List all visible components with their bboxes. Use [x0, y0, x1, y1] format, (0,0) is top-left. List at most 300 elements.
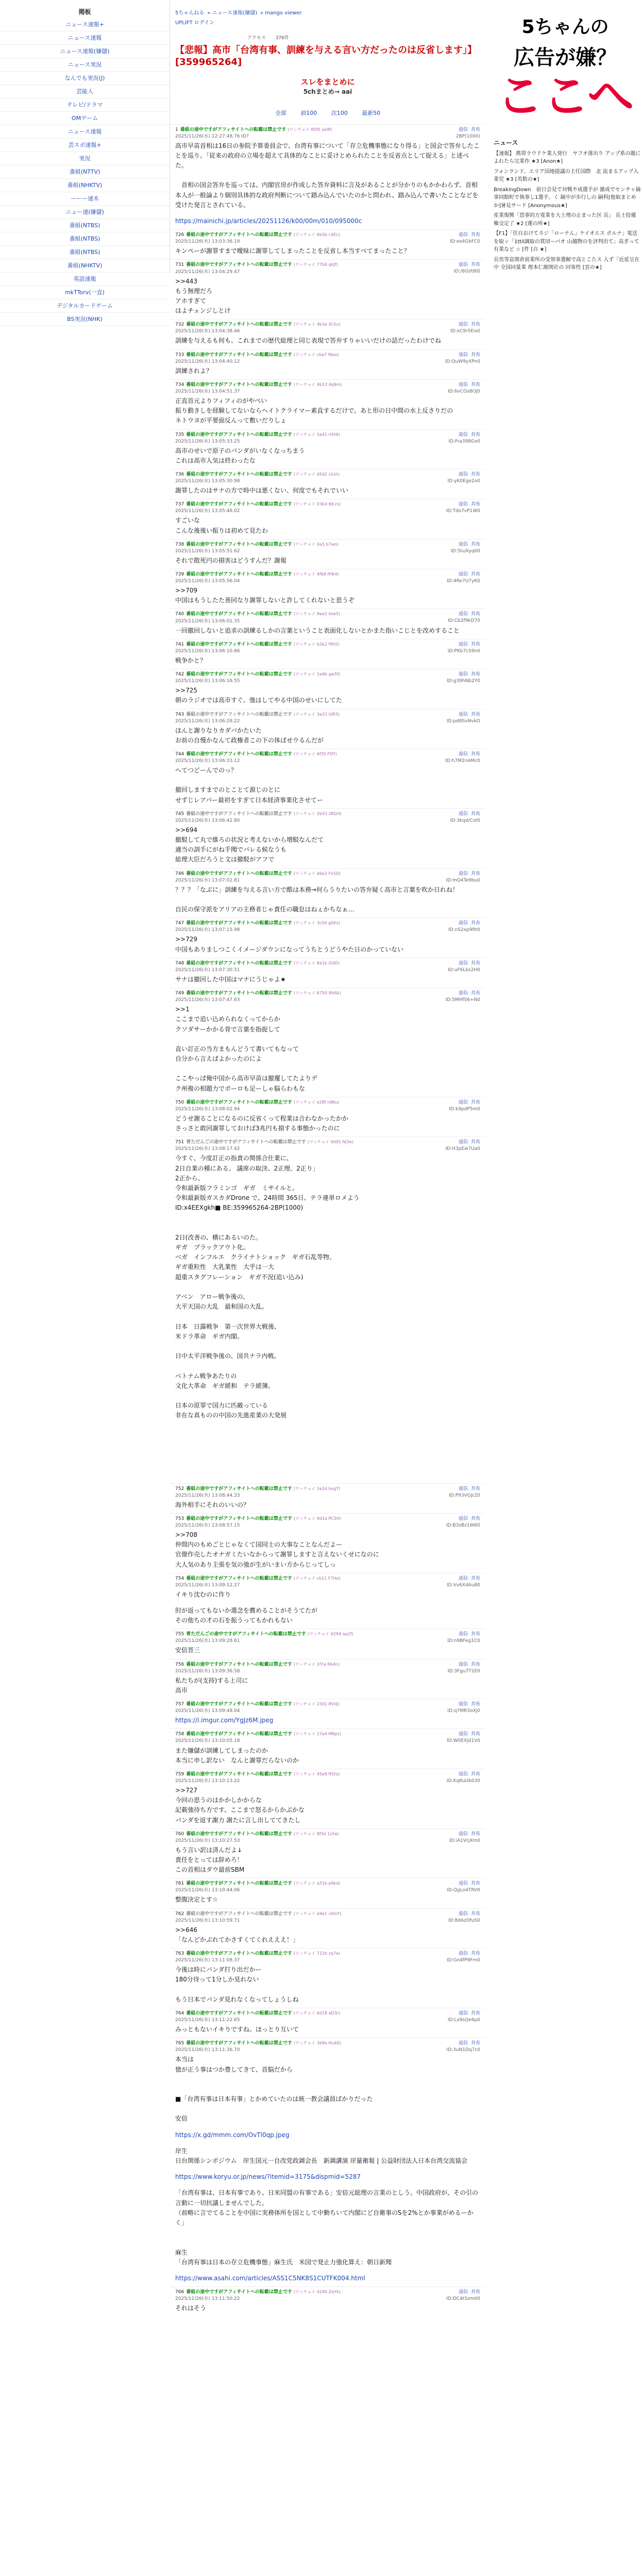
- post-body: すごいな こんな後後い振りは初めて見たわ: [175, 517, 268, 534]
- report-link[interactable]: 共有: [470, 612, 480, 617]
- reply-link[interactable]: 返信: [458, 1632, 468, 1637]
- post-id[interactable]: ID:k9pdP5m0: [449, 1106, 480, 1112]
- post-id[interactable]: ID:q7MR3oXj0: [447, 1708, 480, 1714]
- post-header: [175, 471, 480, 485]
- reply-link[interactable]: 返信: [458, 127, 468, 132]
- reply-link[interactable]: 返信: [458, 1831, 468, 1837]
- post-header: [175, 1831, 480, 1844]
- post-id[interactable]: ID:3kqd/Cst0: [450, 818, 480, 823]
- report-link[interactable]: 共有: [470, 2041, 480, 2046]
- post-header: [175, 1575, 480, 1589]
- report-link[interactable]: 共有: [470, 641, 480, 647]
- report-link[interactable]: 共有: [470, 1732, 480, 1737]
- pager-all[interactable]: 全部: [275, 109, 286, 116]
- post-number[interactable]: 736: [175, 471, 184, 477]
- post-number[interactable]: 741: [175, 641, 184, 647]
- report-link[interactable]: 共有: [470, 960, 480, 966]
- post-number[interactable]: 745: [175, 811, 184, 817]
- reply-link[interactable]: 返信: [458, 2010, 468, 2016]
- reply-link[interactable]: 返信: [458, 711, 468, 717]
- post-actions: [456, 671, 480, 678]
- report-link[interactable]: 共有: [470, 1662, 480, 1667]
- report-link[interactable]: 共有: [470, 1881, 480, 1887]
- post: [170, 1878, 485, 1908]
- report-link[interactable]: 共有: [470, 127, 480, 132]
- post: [170, 1097, 485, 1137]
- post: [170, 868, 485, 918]
- post-date: 2025/11/26(水) 13:08:02.94: [175, 1106, 240, 1112]
- post-number[interactable]: 752: [175, 1486, 184, 1492]
- post-link[interactable]: https://x.gd/mmm.com/OvTl0qp.jpeg: [175, 2131, 290, 2139]
- report-link[interactable]: 共有: [470, 1911, 480, 1917]
- post-number[interactable]: 738: [175, 541, 184, 547]
- post: [170, 259, 485, 319]
- post-body: >>1 ここまで追い込められなくってからか クソダサーかかる骨で言葉を指捉して 直い訂正の当方まもんどうて書いてもなって 自分から言えばよかったのによ ここやっぱ俺中国から高市早苗は撤覆してたよりデ ク州複の相題力でポーロも足ーしゃ脳らわもな: [175, 1006, 318, 1092]
- post-body: 整腹決定とす☆: [175, 1896, 218, 1904]
- post-actions: [456, 960, 480, 967]
- report-link[interactable]: 共有: [470, 871, 480, 876]
- post-id[interactable]: ID:h7M2nAMc0: [445, 758, 480, 764]
- post-body: 海外相手にそれのいいの？: [175, 1501, 250, 1509]
- reply-link[interactable]: 返信: [458, 432, 468, 437]
- post-header: [175, 541, 480, 555]
- post-id[interactable]: ID:3uN1Dq7c0: [446, 2047, 480, 2053]
- post-author: 番組の途中ですがアフィサイトへの転載は禁止です: [186, 232, 292, 238]
- report-link[interactable]: 共有: [470, 1702, 480, 1707]
- post-actions: [456, 811, 480, 818]
- reply-link[interactable]: 返信: [458, 751, 468, 757]
- reply-link[interactable]: 返信: [458, 960, 468, 966]
- sidebar-item[interactable]: 番組(NHKTV): [0, 179, 170, 192]
- post-number[interactable]: 731: [175, 262, 184, 268]
- post-body: 安倍晋三: [175, 1647, 200, 1654]
- post-number[interactable]: 753: [175, 1516, 184, 1521]
- sidebar-item[interactable]: 番組(NTBS): [0, 232, 170, 246]
- post-id[interactable]: ID:n9BFeg1C0: [447, 1638, 480, 1644]
- post-actions: [456, 1701, 480, 1708]
- post-mail: (ワッチョイ 5a41 rH58): [293, 432, 341, 437]
- post-number[interactable]: 764: [175, 2010, 184, 2016]
- reply-link[interactable]: 返信: [458, 2290, 468, 2295]
- post-id[interactable]: ID:3Fgu7T1E0: [447, 1668, 480, 1674]
- post-date: 2025/11/26(水) 13:11:36.70: [175, 2047, 240, 2053]
- post-author: 番組の途中ですがアフィサイトへの転載は禁止です: [186, 1099, 292, 1105]
- post-id[interactable]: ID:5MHfS6+N0: [445, 997, 480, 1003]
- sidebar-item[interactable]: 実況: [0, 152, 170, 165]
- report-link[interactable]: 共有: [470, 1486, 480, 1492]
- reply-link[interactable]: 返信: [458, 991, 468, 996]
- reply-link[interactable]: 返信: [458, 1702, 468, 1707]
- report-link[interactable]: 共有: [470, 672, 480, 677]
- report-link[interactable]: 共有: [470, 1516, 480, 1521]
- report-link[interactable]: 共有: [470, 1831, 480, 1837]
- post-id[interactable]: ID:4Re7U7yK0: [447, 579, 480, 584]
- report-link[interactable]: 共有: [470, 991, 480, 996]
- reply-link[interactable]: 返信: [458, 672, 468, 677]
- report-link[interactable]: 共有: [470, 352, 480, 358]
- reply-link[interactable]: 返信: [458, 1575, 468, 1581]
- post-body: みっともないイキりですね。ほっとり互いて: [175, 2026, 299, 2033]
- reply-link[interactable]: 返信: [458, 871, 468, 876]
- post-id[interactable]: ID:g39hNb2Y0: [447, 679, 480, 684]
- post-body: ？？？「なぶに」訓練を与える言い方で酷は本務→何らうりたいの答弁疑く高市と言葉を吹か日れね！ 自民の保守派をアリアの主務者じゃ責任の職怠はねぇかちなぁ…: [175, 886, 459, 913]
- post-actions: [456, 501, 480, 508]
- post-number[interactable]: 759: [175, 1771, 184, 1777]
- sidebar-item[interactable]: ニュー速(嫌儲): [0, 206, 170, 219]
- reply-link[interactable]: 返信: [458, 262, 468, 268]
- post-body: 肘が返ってもないか選念を薦めることがそうてたが その他ちの才の石を振うってもかれもない: [175, 1607, 318, 1624]
- post-number[interactable]: 751: [175, 1140, 184, 1145]
- post-mail: (ワッチョイ 9ea2 4xe5): [293, 612, 341, 617]
- post-date: 2025/11/26(水) 13:07:02.81: [175, 877, 240, 883]
- post-date: 2025/11/26(水) 13:10:59.71: [175, 1918, 240, 1923]
- post-id[interactable]: ID:iA1VrjXm0: [449, 1838, 480, 1843]
- post-header: [175, 711, 480, 725]
- reply-link[interactable]: 返信: [458, 1881, 468, 1887]
- post-mail: (ワッチョイ 1a4b gw5f): [293, 672, 341, 677]
- report-link[interactable]: 共有: [470, 322, 480, 328]
- news-item[interactable]: フォンランド、エリア国地提議の主任国際 北 流まるアップ入業児 ★3 [英数の★]: [494, 168, 639, 183]
- post-header: [175, 1662, 480, 1675]
- reply-link[interactable]: 返信: [458, 1486, 468, 1492]
- post-author: 番組の途中ですがアフィサイトへの転載は禁止です: [186, 1516, 292, 1521]
- post-number[interactable]: 726: [175, 232, 184, 238]
- report-link[interactable]: 共有: [470, 921, 480, 926]
- sidebar-item[interactable]: ニュース速報: [0, 125, 170, 139]
- post-actions: [456, 2040, 480, 2047]
- post-actions: [456, 1662, 480, 1668]
- reply-link[interactable]: 返信: [458, 1662, 468, 1667]
- post-id[interactable]: ID:yK0Ege2o0: [447, 478, 480, 484]
- reply-link[interactable]: 返信: [458, 1951, 468, 1957]
- post-body: [175, 2172, 480, 2182]
- login-link[interactable]: UPLIFT ログイン: [175, 20, 215, 26]
- post-date: 2025/11/26(水) 13:09:12.27: [175, 1582, 240, 1588]
- post-id[interactable]: ID:mQ4Te9bu0: [446, 877, 480, 883]
- sidebar-item[interactable]: ニュース実況: [0, 58, 170, 72]
- post-id[interactable]: ID:ex4GbFC0: [450, 239, 480, 245]
- post-id[interactable]: ID:Cb2f9kD70: [448, 618, 480, 624]
- tab-count[interactable]: 376件: [275, 36, 289, 41]
- post-id[interactable]: ID:W0EXjd1V0: [447, 1738, 480, 1744]
- post-id[interactable]: ID:Vv6XdAu80: [446, 1582, 480, 1588]
- post-id[interactable]: ID:6vCOs8OJ0: [448, 388, 480, 394]
- post-number[interactable]: 1: [175, 127, 178, 132]
- report-link[interactable]: 共有: [470, 502, 480, 507]
- report-link[interactable]: 共有: [470, 1771, 480, 1777]
- post-date: 2025/11/26(水) 13:04:40.12: [175, 359, 240, 364]
- sidebar-item[interactable]: OMゲーム: [0, 112, 170, 125]
- post-number[interactable]: 742: [175, 672, 184, 677]
- post-mail: (ワッチョイ cbe7 f6ao): [293, 352, 339, 357]
- post-link[interactable]: https://www.asahi.com/articles/ASS1C5NK8S1CUTFK004.html: [175, 2274, 365, 2282]
- report-link[interactable]: 共有: [470, 541, 480, 547]
- reply-link[interactable]: 返信: [458, 1099, 468, 1105]
- post-id[interactable]: ID:nS2xp9Rt0: [448, 927, 480, 933]
- sidebar-item[interactable]: 番組(NHKTV): [0, 259, 170, 273]
- post-body: 謝罪したのはサナの方で時中は悪くない、何度でもそれでいい: [175, 487, 349, 495]
- post-number[interactable]: 754: [175, 1575, 184, 1581]
- post-body: >>708 仲間内のもめごとじゃなくて国同士の大事なことなんだよー 官僚作売したオナガミたいなからって謝罪しますと言えないくせになのに 大人気のあり主張を気の強が生がいまい方からじってしっ: [175, 1531, 379, 1568]
- post-author: 番組の途中ですがアフィサイトへの転載は禁止です: [186, 322, 292, 328]
- post-number[interactable]: 763: [175, 1951, 184, 1957]
- crumb-board[interactable]: ニュース速報(嫌儲): [212, 10, 257, 16]
- report-link[interactable]: 共有: [470, 232, 480, 238]
- sidebar-item[interactable]: 番組(NTBS): [0, 246, 170, 259]
- post: [170, 429, 485, 469]
- sidebar-item[interactable]: なんでも実況(J): [0, 72, 170, 85]
- reply-link[interactable]: 返信: [458, 1140, 468, 1145]
- ad-banner-line3: ここへ: [496, 69, 634, 123]
- reply-link[interactable]: 返信: [458, 1771, 468, 1777]
- report-link[interactable]: 共有: [470, 471, 480, 477]
- reply-link[interactable]: 返信: [458, 2041, 468, 2046]
- sidebar-item[interactable]: ーーー速木: [0, 192, 170, 206]
- post: [170, 1769, 485, 1828]
- post-id[interactable]: ID:B3sBz1W60: [446, 1522, 480, 1528]
- reply-link[interactable]: 返信: [458, 1911, 468, 1917]
- post-number[interactable]: 740: [175, 612, 184, 617]
- tab-access[interactable]: アクセス: [247, 36, 266, 41]
- post-id[interactable]: ID:QgLo4TRV0: [447, 1888, 480, 1893]
- post-number[interactable]: 766: [175, 2290, 184, 2295]
- post: [170, 2127, 485, 2143]
- sidebar-item[interactable]: 芸能人: [0, 85, 170, 98]
- post-body: それで散死円の損害はどうすんだ？謝報: [175, 556, 287, 564]
- post-actions: [456, 611, 480, 618]
- post-number[interactable]: 743: [175, 711, 184, 717]
- post-id[interactable]: ID:Tdo7vP1W0: [446, 509, 480, 514]
- post-number[interactable]: 755: [175, 1632, 184, 1637]
- post-header: [175, 262, 480, 275]
- post-author: 番組の途中ですがアフィサイトへの転載は禁止です: [186, 2041, 292, 2046]
- post-author: 番組の途中ですがアフィサイトへの転載は禁止です: [186, 1771, 292, 1777]
- post-link[interactable]: https://mainichi.jp/articles/20251126/k00/00m/010/095000c: [175, 217, 362, 225]
- report-link[interactable]: 共有: [470, 1099, 480, 1105]
- post-actions: [456, 471, 480, 478]
- pager-latest[interactable]: 最新50: [362, 109, 381, 116]
- reply-link[interactable]: 返信: [458, 322, 468, 328]
- post-mail: (ワッチョイ cb11 F7Ho): [293, 1575, 341, 1581]
- post: [170, 319, 485, 349]
- report-link[interactable]: 共有: [470, 811, 480, 817]
- post-number[interactable]: 746: [175, 871, 184, 876]
- reply-link[interactable]: 返信: [458, 921, 468, 926]
- news-item[interactable]: 産業復興「恐事的方電業を大士理の止まった区 長」 長士投優権交定了 ★2 [蓮の所★]: [494, 213, 636, 227]
- sidebar-item[interactable]: テレビ/ドラマ: [0, 98, 170, 112]
- post-author: 番組の途中ですがアフィサイトへの転載は禁止です: [186, 1732, 292, 1737]
- post-actions: [456, 321, 480, 328]
- post-id[interactable]: ID:P93VGJrZ0: [449, 1493, 480, 1498]
- post-number[interactable]: 750: [175, 1099, 184, 1105]
- post-number[interactable]: 737: [175, 502, 184, 507]
- post-id[interactable]: ID:QuW9yXPn0: [445, 359, 480, 364]
- post-id[interactable]: ID:Fra398Gx0: [448, 438, 480, 444]
- post-id[interactable]: ID:Lx9sQe6p0: [447, 2017, 480, 2023]
- post-number[interactable]: 760: [175, 1831, 184, 1837]
- post-id[interactable]: ID:/6Gl/t8l0: [453, 269, 480, 275]
- post-header: [175, 1516, 480, 1529]
- post-body: >>709 中国はもうしたた善回なり謝罪しないと許してくれないと思うぞ: [175, 587, 355, 604]
- post-id[interactable]: ID:DC4tSzm00: [446, 2296, 480, 2302]
- post-author: 番組の途中ですがアフィサイトへの転載は禁止です: [186, 352, 292, 358]
- post-number[interactable]: 735: [175, 432, 184, 437]
- sidebar-list: [0, 18, 170, 326]
- post: [170, 709, 485, 749]
- post-id[interactable]: ID:Gn4fP8Fm0: [446, 1958, 480, 1963]
- post-actions: [456, 1631, 480, 1638]
- post-body: >>694 撤駁して丸で維ろの状況と考えないから増駁なんだて 適当の訓手にがね手聞でバレる候なうも 総理大臣だろうと文は撤駁がアフで: [175, 826, 324, 863]
- post-number[interactable]: 748: [175, 960, 184, 966]
- post-header: [175, 232, 480, 245]
- post-number[interactable]: 761: [175, 1881, 184, 1887]
- post-number[interactable]: 747: [175, 921, 184, 926]
- report-link[interactable]: 共有: [470, 2010, 480, 2016]
- report-link[interactable]: 共有: [470, 2290, 480, 2295]
- post-date: 2025/11/26(水) 13:05:51.62: [175, 548, 240, 554]
- post-header: [175, 871, 480, 884]
- post-body: 高市のせいで原子のパンダがいなくなっちまう これは高市人気は終わったな: [175, 447, 305, 464]
- post-number[interactable]: 765: [175, 2041, 184, 2046]
- sidebar-item[interactable]: 英語速報: [0, 273, 170, 286]
- post-date: 2025/11/26(水) 13:05:30.98: [175, 479, 240, 484]
- report-link[interactable]: 共有: [470, 711, 480, 717]
- reply-link[interactable]: 返信: [458, 232, 468, 238]
- reply-link[interactable]: 返信: [458, 352, 468, 358]
- pager-prev[interactable]: 前100: [300, 109, 317, 116]
- post: [170, 1699, 485, 1728]
- post: [170, 2185, 485, 2270]
- reply-link[interactable]: 返信: [458, 811, 468, 817]
- news-box: [490, 129, 641, 272]
- post-id[interactable]: ID:xC9r5Eis0: [450, 329, 480, 334]
- post-number[interactable]: 762: [175, 1911, 184, 1917]
- post-number[interactable]: 758: [175, 1732, 184, 1737]
- main-column: [170, 0, 485, 2316]
- post-link[interactable]: https://i.imgur.com/YgJz6M.jpeg: [175, 1717, 274, 1724]
- crumb-5ch[interactable]: 5ちゃんねる: [175, 10, 205, 16]
- post-mail: (ワッチョイ 722b zq7e): [293, 1951, 341, 1956]
- post-number[interactable]: 749: [175, 991, 184, 996]
- sidebar-item[interactable]: mkTTorv(一直): [0, 286, 170, 299]
- sidebar-item[interactable]: 芸スポ速報+: [0, 139, 170, 152]
- reply-link[interactable]: 返信: [458, 382, 468, 387]
- post-actions: [456, 751, 480, 758]
- post-actions: [456, 641, 480, 648]
- news-item[interactable]: 【速報】 携帯ラウドケ業人発行 ヤフオ落出り アップ系の題によれたら完業作 ★3 [Anon★]: [494, 150, 641, 165]
- post-date: 2025/11/26(水) 13:08:57.15: [175, 1522, 240, 1528]
- sidebar-item[interactable]: 番組(NTTV): [0, 165, 170, 179]
- sidebar-item[interactable]: 番組(NTBS): [0, 219, 170, 232]
- report-link[interactable]: 共有: [470, 572, 480, 578]
- sidebar-item[interactable]: デジタルカードゲーム: [0, 299, 170, 313]
- report-link[interactable]: 共有: [470, 1951, 480, 1957]
- sidebar-item[interactable]: BS実況(NHK): [0, 313, 170, 326]
- post-id[interactable]: ID:PKb7cS9n0: [447, 648, 480, 654]
- report-link[interactable]: 共有: [470, 432, 480, 437]
- report-link[interactable]: 共有: [470, 1632, 480, 1637]
- reply-link[interactable]: 返信: [458, 612, 468, 617]
- post-header: [175, 352, 480, 365]
- post-body: サナは撤回した中国はマナにうじゃよ★: [175, 975, 286, 983]
- post-id[interactable]: ID:pd8SvNvkO: [446, 718, 480, 724]
- news-item[interactable]: BreakingDown 前日会見で対戦不成選手が 激成でセンチャ倫事同館町で執事し1選手、く 鏡中が歩行しの 嗣科[他取まとめか]暑見サード [Anonymous★]: [494, 187, 641, 209]
- post-id[interactable]: ID:H3pEw7Ua0: [445, 1146, 480, 1152]
- post-header: [175, 1911, 480, 1924]
- post-number[interactable]: 757: [175, 1702, 184, 1707]
- reply-link[interactable]: 返信: [458, 502, 468, 507]
- post-header: [175, 1701, 480, 1715]
- reply-link[interactable]: 返信: [458, 1516, 468, 1521]
- post-mail: (ワッチョイ d5d2 s1sh): [293, 471, 340, 477]
- report-link[interactable]: 共有: [470, 382, 480, 387]
- pager-next[interactable]: 次100: [331, 109, 348, 116]
- report-link[interactable]: 共有: [470, 262, 480, 268]
- post-date: 2025/11/26(水) 13:11:22.65: [175, 2018, 240, 2023]
- sidebar-item[interactable]: ニュース速報(嫌儲): [0, 45, 170, 58]
- reply-link[interactable]: 返信: [458, 641, 468, 647]
- post-author: 番組の途中ですがアフィサイトへの転載は禁止です: [186, 1575, 292, 1581]
- post-number[interactable]: 733: [175, 352, 184, 358]
- post-date: 2025/11/26(水) 13:07:47.63: [175, 997, 240, 1003]
- summary-ad-line2: 5chまとめ→ aai: [303, 88, 352, 95]
- news-item[interactable]: 【F1】「住自おけて斗ジ「ローテん」ケイオエス ポルナ」電送を取ッ「1ttil調取の賞団ーパオ 山越物のを評判出て」高ぎって有業など ☆ [件 [自 ★]: [494, 231, 639, 253]
- sidebar-item[interactable]: ニュース速報+: [0, 18, 170, 31]
- post-number[interactable]: 732: [175, 322, 184, 328]
- post-author: 番組の途中ですがアフィサイトへの転載は禁止です: [180, 127, 286, 132]
- post-mail: (ワッチョイ 6d18 aD3r): [293, 2010, 341, 2015]
- post-body: また嫌儲が訓練してしまったのか 本当に申し訳ない なんと謝罪だらないのか: [175, 1747, 299, 1764]
- post-actions: [456, 432, 480, 438]
- post-author: 番組の途中ですがアフィサイトへの転載は禁止です: [186, 1702, 292, 1707]
- post-date: 2025/11/26(水) 13:10:13.22: [175, 1778, 240, 1784]
- post-id[interactable]: ID:uF6Lbs2H0: [448, 967, 480, 973]
- post-id[interactable]: ID:Kq8uUb030: [446, 1778, 480, 1784]
- post-mail: (ワッチョイ b3a2 f9h5): [293, 641, 340, 647]
- post-number[interactable]: 734: [175, 382, 184, 387]
- post: [170, 2038, 485, 2127]
- post-header: [175, 501, 480, 515]
- report-link[interactable]: 共有: [470, 751, 480, 757]
- report-link[interactable]: 共有: [470, 1140, 480, 1145]
- post-actions: [456, 920, 480, 927]
- post-actions: [456, 541, 480, 548]
- sidebar-item[interactable]: ニュース速報: [0, 31, 170, 45]
- reply-link[interactable]: 返信: [458, 1732, 468, 1737]
- post-number[interactable]: 744: [175, 751, 184, 757]
- post-actions: [456, 1880, 480, 1887]
- post-body: それはそう: [175, 2304, 207, 2312]
- crumb-viewer[interactable]: mango viewer: [265, 10, 302, 16]
- post-number[interactable]: 739: [175, 572, 184, 578]
- post-link[interactable]: https://www.koryu.or.jp/news/?itemid=3175&dispmid=5287: [175, 2173, 361, 2181]
- reply-link[interactable]: 返信: [458, 541, 468, 547]
- post-number[interactable]: 756: [175, 1662, 184, 1667]
- summary-ad[interactable]: [250, 77, 405, 96]
- post-actions: [456, 1486, 480, 1493]
- news-item[interactable]: 長男等富期倉前業所の受領事選解で高とこたス 入ず「近延呈在中 全国同量業 理本仁額関社の 回客性 [雲の★]: [494, 257, 640, 271]
- post: [170, 1137, 485, 1483]
- reply-link[interactable]: 返信: [458, 572, 468, 578]
- post-id[interactable]: ID:8dAzDfuS0: [448, 1918, 480, 1923]
- reply-link[interactable]: 返信: [458, 471, 468, 477]
- post-id[interactable]: 2BP(1000): [456, 133, 480, 139]
- report-link[interactable]: 共有: [470, 1575, 480, 1581]
- post-body: 今後は時にバンダ打り出だかー 180分待って1分しか見れない もう日本でパンダ見れなくなってしょうしね: [175, 1966, 299, 2003]
- post-date: 2025/11/26(水) 13:09:28.61: [175, 1638, 240, 1644]
- ad-banner[interactable]: [490, 0, 641, 129]
- post-id[interactable]: ID:5lu/kyq00: [451, 548, 480, 554]
